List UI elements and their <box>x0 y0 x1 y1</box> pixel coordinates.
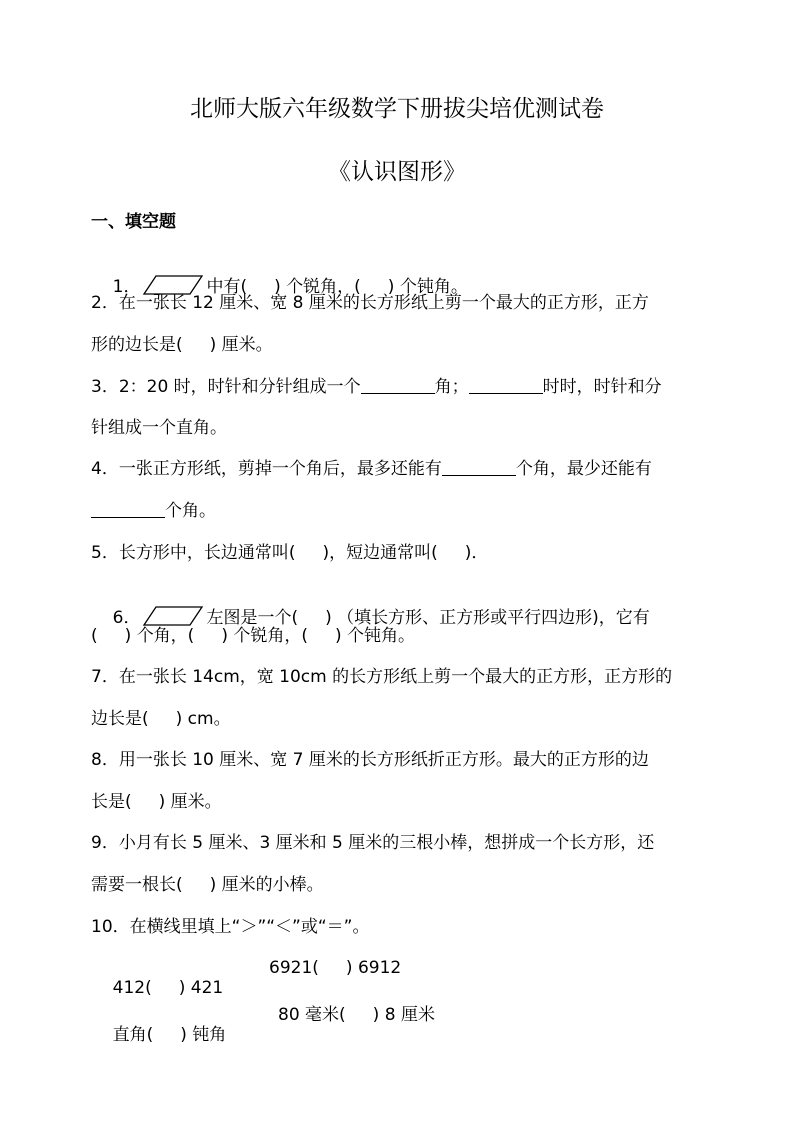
section-heading: 一、填空题 <box>91 212 176 232</box>
comparison-4: 80 毫米( ) 8 厘米 <box>278 1005 435 1025</box>
comparison-2: 6921( ) 6912 <box>269 958 402 978</box>
question-3-line-2: 针组成一个直角。 <box>91 418 227 438</box>
question-4-line-2 <box>91 500 216 522</box>
answer-blank <box>442 459 516 476</box>
question-3-part-b: 角； <box>434 377 469 397</box>
question-4-part-b: 个角，最少还能有 <box>515 459 652 479</box>
question-4-part-a: 4．一张正方形纸，剪掉一个角后，最多还能有 <box>91 459 442 479</box>
question-3-part-a: 3．2：20 时，时针和分针组成一个 <box>91 377 361 397</box>
answer-blank <box>469 377 543 394</box>
question-9-line-1: 9．小月有长 5 厘米、3 厘米和 5 厘米的三根小棒，想拼成一个长方形，还 <box>91 833 655 853</box>
question-7-line-2: 边长是( ) cm。 <box>91 709 231 729</box>
answer-blank <box>361 377 435 394</box>
page-title: 北师大版六年级数学下册拔尖培优测试卷 <box>190 96 604 122</box>
question-1-text: 中有( ) 个锐角，( ) 个钝角。 <box>206 277 468 297</box>
question-1-number: 1． <box>112 277 141 297</box>
question-6-text: 左图是一个( ) （填长方形、正方形或平行四边形)，它有 <box>206 608 650 628</box>
question-7-line-1: 7．在一张长 14cm，宽 10cm 的长方形纸上剪一个最大的正方形，正方形的 <box>91 667 673 687</box>
question-3-line-1 <box>91 376 662 398</box>
page-subtitle: 《认识图形》 <box>328 159 466 185</box>
question-8-line-1: 8．用一张长 10 厘米、宽 7 厘米的长方形纸折正方形。最大的正方形的边 <box>91 750 649 770</box>
question-4-line-1 <box>91 458 652 480</box>
parallelogram-icon <box>142 605 204 627</box>
question-2-line-2: 形的边长是( ) 厘米。 <box>91 335 273 355</box>
question-6-number: 6． <box>112 608 141 628</box>
question-10-row-2 <box>91 1000 435 1085</box>
question-5: 5．长方形中，长边通常叫( )，短边通常叫( )． <box>91 543 489 563</box>
question-8-line-2: 长是( ) 厘米。 <box>91 792 222 812</box>
question-6-line-2: ( ) 个角，( ) 个锐角，( ) 个钝角。 <box>91 626 416 646</box>
answer-blank <box>91 501 165 518</box>
question-9-line-2: 需要一根长( ) 厘米的小棒。 <box>91 875 324 895</box>
question-2-line-1: 2．在一张长 12 厘米、宽 8 厘米的长方形纸上剪一个最大的正方形，正方 <box>91 293 649 313</box>
question-4-part-c: 个角。 <box>165 501 216 521</box>
comparison-3: 直角( ) 钝角 <box>112 1025 227 1045</box>
question-3-part-c: 时时，时针和分 <box>542 377 662 397</box>
question-10: 10．在横线里填上“＞”“＜”或“＝”。 <box>91 917 370 937</box>
comparison-1: 412( ) 421 <box>112 978 224 998</box>
